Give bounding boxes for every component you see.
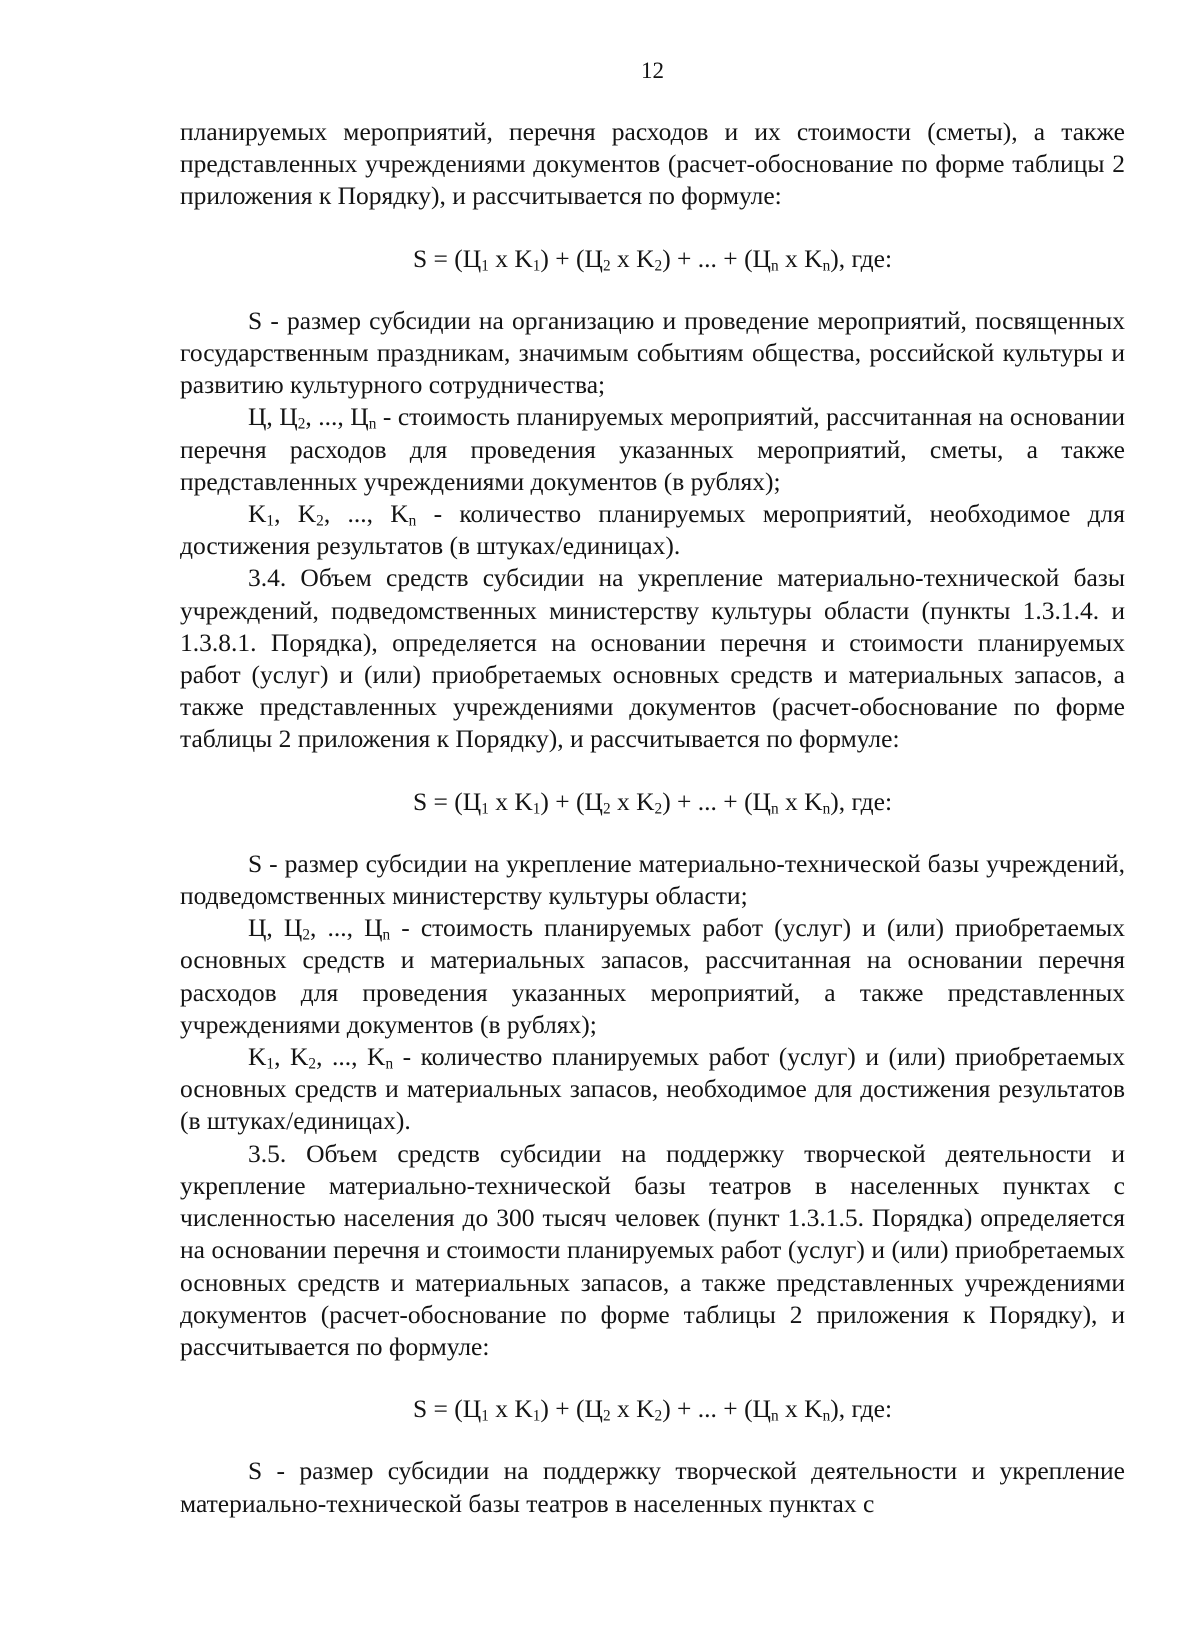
- formula-2: $S = (Ц_1$ x $K_1) + (Ц_2$ x $K_2$) + ... + ($Ц_n$ x $K_n$), где:: [412, 786, 893, 818]
- definition-k-1: $K_1$, $K_2$, ..., $K_n$ - количество планируемых мероприятий, необходимое для достижения результатов (в штуках/единицах).: [180, 499, 1125, 561]
- definition-s-3: S - размер субсидии на поддержку творческой деятельности и укрепление материально-технической базы театров в населенных пунктах с: [180, 1456, 1125, 1518]
- definition-k-2: $K_1$, $K_2$, ..., $K_n$ - количество планируемых работ (услуг) и (или) приобретаемых основных средств и материальных запасов, необходимое для достижения результатов (в штуках/единицах).: [180, 1042, 1125, 1136]
- paragraph-3-4: 3.4. Объем средств субсидии на укрепление материально-технической базы учреждений, подведомственных министерству культуры области (пункты 1.3.1.4. и 1.3.8.1. Порядка), определяется на основании перечня и стоимости планируемых работ (услуг) и (или) приобретаемых основных средств и материальных запасов, а также представленных учреждениями документов (расчет-обоснование по форме таблицы 2 приложения к Порядку), и рассчитывается по формуле:: [180, 563, 1125, 754]
- definition-s-2: S - размер субсидии на укрепление материально-технической базы учреждений, подведомственных министерству культуры области;: [180, 848, 1125, 911]
- document-page: [180, 56, 1125, 1520]
- definition-c-2: Ц, $Ц_2$, ..., $Ц_n$ - стоимость планируемых работ (услуг) и (или) приобретаемых основных средств и материальных запасов, рассчитанная на основании перечня расходов для проведения указанных мероприятий, а также представленных учреждениями документов (в рублях);: [180, 913, 1125, 1039]
- page-number: 12: [641, 58, 664, 83]
- paragraph-intro-1: планируемых мероприятий, перечня расходов и их стоимости (сметы), а также представленных учреждениями документов (расчет-обоснование по форме таблицы 2 приложения к Порядку), и рассчитывается по формуле:: [180, 117, 1125, 211]
- definition-s-1: S - размер субсидии на организацию и проведение мероприятий, посвященных государственным праздникам, значимым событиям общества, российской культуры и развитию культурного сотрудничества;: [180, 305, 1125, 400]
- formula-1: $S = (Ц_1$ x $K_1) + (Ц_2$ x $K_2$) + ... + ($Ц_n$ x $K_n$), где:: [412, 243, 893, 274]
- definition-c-1: Ц, $Ц_2$, ..., $Ц_n$ - стоимость планируемых мероприятий, рассчитанная на основании перечня расходов для проведения указанных мероприятий, сметы, а также представленных учреждениями документов (в рублях);: [180, 402, 1125, 496]
- paragraph-3-5: 3.5. Объем средств субсидии на поддержку творческой деятельности и укрепление материально-технической базы театров в населенных пунктах с численностью населения до 300 тысяч человек (пункт 1.3.1.5. Порядка) определяется на основании перечня и стоимости планируемых работ (услуг) и (или) приобретаемых основных средств и материальных запасов, а также представленных учреждениями документов (расчет-обоснование по форме таблицы 2 приложения к Порядку), и рассчитывается по формуле:: [180, 1138, 1125, 1361]
- formula-3: $S = (Ц_1$ x $K_1) + (Ц_2$ x $K_2$) + ... + ($Ц_n$ x $K_n$), где:: [412, 1394, 893, 1425]
